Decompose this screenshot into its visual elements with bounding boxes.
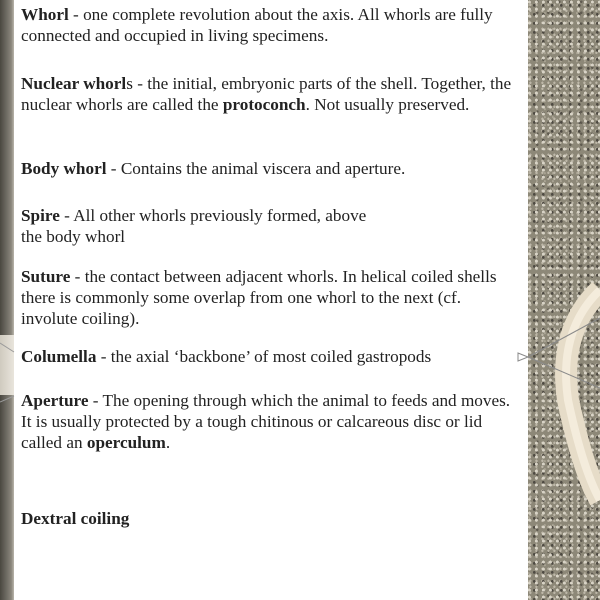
term-whorl: Whorl <box>21 5 69 24</box>
definition-nuclear-whorls: the initial, embryonic parts of the shell. Together, the nuclear whorls are called the <box>21 74 512 114</box>
term-aperture: Aperture <box>21 391 89 410</box>
term-protoconch: protoconch <box>222 95 306 114</box>
entry-body-whorl: Body whorl - Contains the animal viscera and aperture. <box>21 159 406 178</box>
entry-aperture: Aperture - The opening through which the animal to feeds and moves. It is usually protected by a tough chitinous or calcareous disc or lid called an operculum. <box>21 391 511 452</box>
definition-whorl: one complete revolution about the axis. All whorls are fully connected and occupied in living specimens. <box>21 5 493 45</box>
term-body-whorl: Body whorl <box>21 159 107 178</box>
heading-dextral-coiling: Dextral coiling <box>21 509 130 528</box>
term-spire: Spire <box>21 206 60 225</box>
definition-spire-line2: the body whorl <box>21 227 126 246</box>
definition-spire-line1: All other whorls previously formed, above <box>73 206 367 225</box>
entry-whorl: Whorl - one complete revolution about the axis. All whorls are fully connected and occupied in living specimens. <box>21 5 493 45</box>
entry-dextral-coiling <box>21 508 526 529</box>
left-shell-photo-strip <box>0 0 14 600</box>
term-operculum: operculum <box>86 433 166 452</box>
definition-suture: the contact between adjacent whorls. In helical coiled shells there is commonly some overlap from one whorl to the next (cf. involute coiling). <box>21 267 497 328</box>
definition-body-whorl: Contains the animal viscera and aperture. <box>120 159 406 178</box>
entry-spire: Spire - All other whorls previously formed, above the body whorl <box>21 206 367 246</box>
definition-aperture: The opening through which the animal to feeds and moves. It is usually protected by a tough chitinous or calcareous disc or lid called an <box>21 391 511 452</box>
entry-columella: Columella - the axial ‘backbone’ of most coiled gastropods <box>21 347 432 366</box>
term-columella: Columella <box>21 347 97 366</box>
shell-edge <box>0 335 14 395</box>
definition-columella: the axial ‘backbone’ of most coiled gastropods <box>110 347 432 366</box>
entry-nuclear-whorls: Nuclear whorls - the initial, embryonic parts of the shell. Together, the nuclear whorls are called the protoconch. Not usually preserved. <box>21 74 512 114</box>
term-suture: Suture <box>21 267 71 286</box>
entry-suture: Suture - the contact between adjacent whorls. In helical coiled shells there is commonly some overlap from one whorl to the next (cf. involute coiling). <box>21 267 497 328</box>
term-nuclear-whorls: Nuclear whorl <box>21 74 127 93</box>
shell-photo-arc <box>528 0 600 600</box>
